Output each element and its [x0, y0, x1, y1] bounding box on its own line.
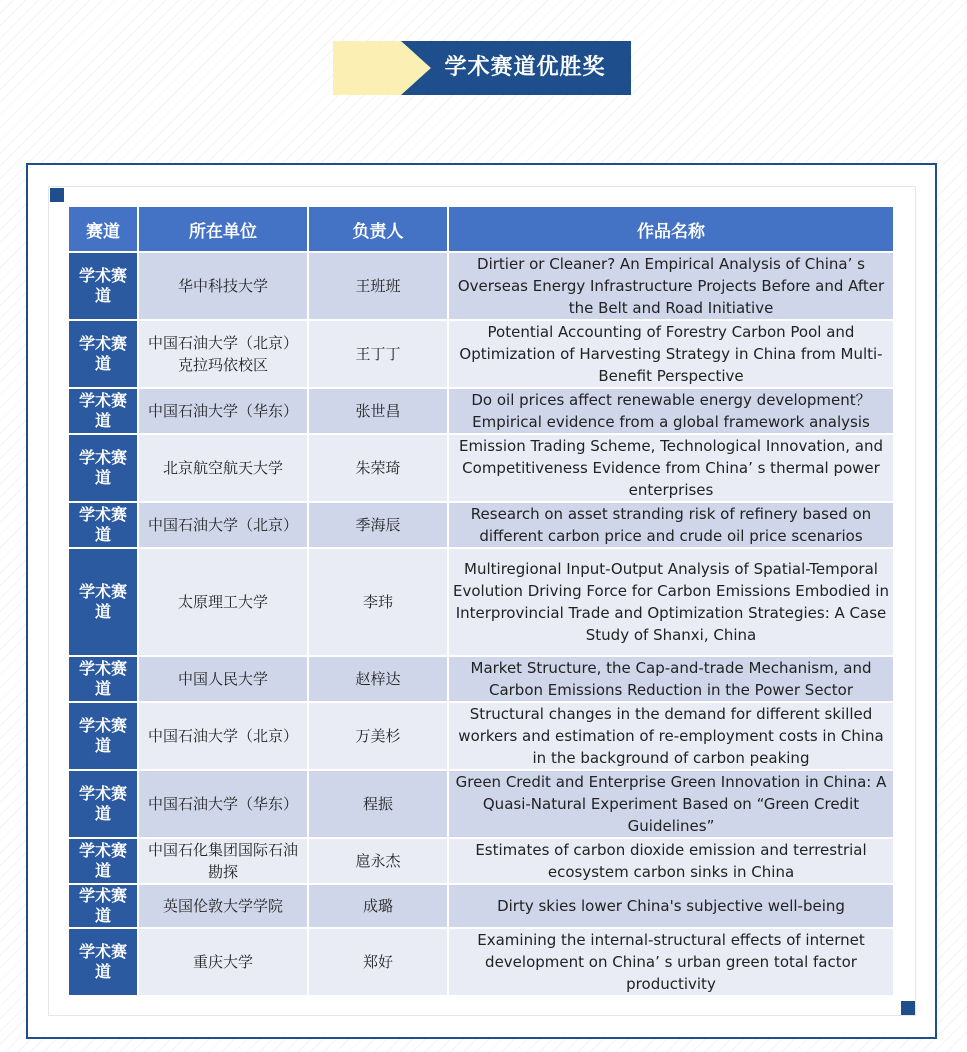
banner-title: 学术赛道优胜奖 — [444, 55, 606, 80]
unit-cell: 中国石油大学（华东） — [139, 771, 307, 837]
track-cell: 学术赛道 — [69, 885, 137, 927]
track-cell: 学术赛道 — [69, 657, 137, 701]
title-cell: Dirtier or Cleaner? An Empirical Analysis of China’ s Overseas Energy Infrastructure Projects Before and After the Belt and Road Initiative — [449, 253, 893, 319]
table-header-row — [69, 207, 893, 251]
leader-cell: 季海辰 — [309, 503, 447, 547]
title-cell: Do oil prices affect renewable energy development？ Empirical evidence from a global framework analysis — [449, 389, 893, 433]
leader-cell: 程振 — [309, 771, 447, 837]
title-cell: Green Credit and Enterprise Green Innovation in China: A Quasi-Natural Experiment Based on “Green Credit Guidelines” — [449, 771, 893, 837]
title-cell: Potential Accounting of Forestry Carbon Pool and Optimization of Harvesting Strategy in China from Multi-Benefit Perspective — [449, 321, 893, 387]
track-cell: 学术赛道 — [69, 503, 137, 547]
table-row — [69, 549, 893, 655]
corner-square-top-left — [50, 188, 64, 202]
leader-cell: 张世昌 — [309, 389, 447, 433]
track-cell: 学术赛道 — [69, 771, 137, 837]
leader-cell: 李玮 — [309, 549, 447, 655]
header-unit: 所在单位 — [139, 207, 307, 251]
table-row — [69, 885, 893, 927]
title-cell: Emission Trading Scheme, Technological Innovation, and Competitiveness Evidence from China’ s thermal power enterprises — [449, 435, 893, 501]
title-cell: Examining the internal-structural effects of internet development on China’ s urban green total factor productivity — [449, 929, 893, 995]
corner-square-bottom-right — [901, 1001, 915, 1015]
unit-cell: 北京航空航天大学 — [139, 435, 307, 501]
track-cell: 学术赛道 — [69, 549, 137, 655]
table-row — [69, 771, 893, 837]
table-row — [69, 929, 893, 995]
table-row — [69, 839, 893, 883]
title-cell: Estimates of carbon dioxide emission and terrestrial ecosystem carbon sinks in China — [449, 839, 893, 883]
unit-cell: 中国石油大学（华东） — [139, 389, 307, 433]
unit-cell: 中国石油大学（北京）克拉玛依校区 — [139, 321, 307, 387]
unit-cell: 华中科技大学 — [139, 253, 307, 319]
track-cell: 学术赛道 — [69, 435, 137, 501]
table-row — [69, 389, 893, 433]
track-cell: 学术赛道 — [69, 253, 137, 319]
leader-cell: 赵梓达 — [309, 657, 447, 701]
header-track: 赛道 — [69, 207, 137, 251]
table-row — [69, 657, 893, 701]
table-row — [69, 503, 893, 547]
leader-cell: 王丁丁 — [309, 321, 447, 387]
section-banner — [333, 41, 631, 95]
leader-cell: 朱荣琦 — [309, 435, 447, 501]
track-cell: 学术赛道 — [69, 839, 137, 883]
unit-cell: 中国石油大学（北京） — [139, 503, 307, 547]
leader-cell: 万美杉 — [309, 703, 447, 769]
track-cell: 学术赛道 — [69, 703, 137, 769]
unit-cell: 英国伦敦大学学院 — [139, 885, 307, 927]
table-row — [69, 435, 893, 501]
unit-cell: 中国人民大学 — [139, 657, 307, 701]
leader-cell: 郑好 — [309, 929, 447, 995]
track-cell: 学术赛道 — [69, 321, 137, 387]
track-cell: 学术赛道 — [69, 389, 137, 433]
title-cell: Research on asset stranding risk of refinery based on different carbon price and crude oil price scenarios — [449, 503, 893, 547]
table-row — [69, 703, 893, 769]
unit-cell: 重庆大学 — [139, 929, 307, 995]
leader-cell: 王班班 — [309, 253, 447, 319]
table-row — [69, 321, 893, 387]
track-cell: 学术赛道 — [69, 929, 137, 995]
unit-cell: 中国石化集团国际石油勘探 — [139, 839, 307, 883]
title-cell: Market Structure, the Cap-and-trade Mechanism, and Carbon Emissions Reduction in the Power Sector — [449, 657, 893, 701]
unit-cell: 太原理工大学 — [139, 549, 307, 655]
header-leader: 负责人 — [309, 207, 447, 251]
leader-cell: 成璐 — [309, 885, 447, 927]
award-table — [67, 205, 895, 997]
leader-cell: 扈永杰 — [309, 839, 447, 883]
title-cell: Structural changes in the demand for different skilled workers and estimation of re-employment costs in China in the background of carbon peaking — [449, 703, 893, 769]
table-row — [69, 253, 893, 319]
header-title: 作品名称 — [449, 207, 893, 251]
title-cell: Multiregional Input-Output Analysis of Spatial-Temporal Evolution Driving Force for Carbon Emissions Embodied in Interprovincial Trade and Optimization Strategies: A Case Study of Shanxi, China — [449, 549, 893, 655]
title-cell: Dirty skies lower China's subjective well-being — [449, 885, 893, 927]
unit-cell: 中国石油大学（北京） — [139, 703, 307, 769]
